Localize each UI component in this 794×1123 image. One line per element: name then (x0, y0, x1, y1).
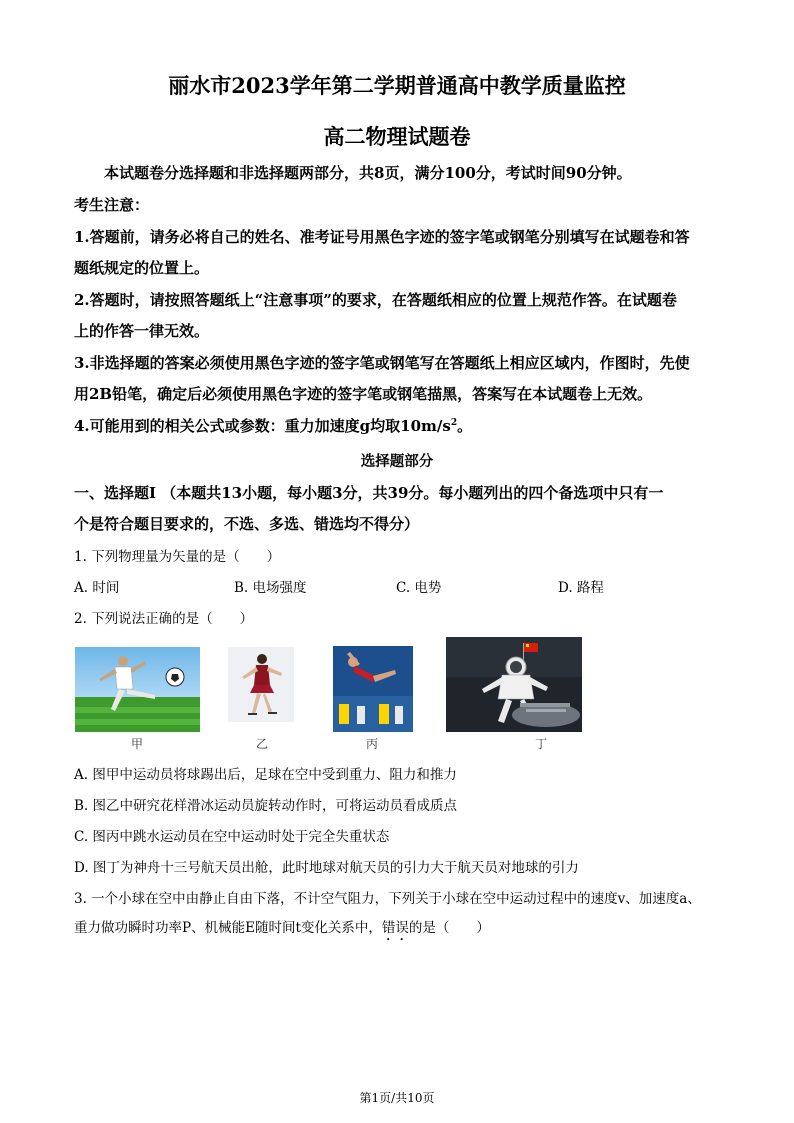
note-1-line-1: 1.答题前，请务必将自己的姓名、准考证号用黑色字迹的签字笔或钢笔分别填写在试题卷和答 (74, 228, 690, 246)
note-4-exponent: 2 (450, 418, 458, 428)
question-1-option-d: D. 路程 (558, 580, 604, 596)
exam-subtitle: 高二物理试题卷 (323, 124, 471, 149)
question-2-option-a: A. 图甲中运动员将球踢出后，足球在空中受到重力、阻力和推力 (74, 767, 457, 783)
section-title: 选择题部分 (360, 453, 434, 470)
question-3-emphasis: 错误 (381, 920, 409, 936)
question-1-option-a: A. 时间 (74, 580, 120, 596)
figure-ding-caption: 丁 (534, 737, 547, 751)
part1-heading-line-2: 个是符合题目要求的，不选、多选、错选均不得分） (74, 515, 420, 533)
question-2-option-d: D. 图丁为神舟十三号航天员出舱，此时地球对航天员的引力大于航天员对地球的引力 (74, 860, 579, 876)
question-2-stem: 2. 下列说法正确的是（ ） (74, 611, 254, 627)
question-3-line-2 (74, 916, 490, 944)
figure-ding-astronaut-photo (446, 637, 582, 732)
note-3-line-1: 3.非选择题的答案必须使用黑色字迹的签字笔或钢笔写在答题纸上相应区域内，作图时，先使 (74, 354, 690, 372)
note-4 (74, 415, 472, 436)
question-3-line-1: 3. 一个小球在空中由静止自由下落，不计空气阻力，下列关于小球在空中运动过程中的速度v、加速度a、 (74, 891, 701, 907)
figure-jia-caption: 甲 (130, 737, 143, 751)
note-2-line-1: 2.答题时，请按照答题纸上“注意事项”的要求，在答题纸相应的位置上规范作答。在试题卷 (74, 291, 677, 309)
question-3-line-2-text: 重力做功瞬时功率P、机械能E随时间t变化关系中， (74, 920, 382, 936)
note-3-line-2: 用2B铅笔，确定后必须使用黑色字迹的签字笔或钢笔描黑，答案写在本试题卷上无效。 (74, 385, 653, 403)
note-2-line-2: 上的作答一律无效。 (74, 322, 210, 340)
figure-jia-soccer-photo (75, 647, 200, 732)
figure-yi-skater-photo (228, 647, 294, 722)
figure-bing-caption: 丙 (365, 737, 378, 751)
note-1-line-2: 题纸规定的位置上。 (74, 259, 210, 277)
intro-text: 本试题卷分选择题和非选择题两部分，共8页，满分100分，考试时间90分钟。 (104, 164, 632, 182)
figure-yi-caption: 乙 (255, 737, 268, 751)
question-1-option-b: B. 电场强度 (234, 580, 307, 596)
question-1-option-c: C. 电势 (396, 580, 442, 596)
note-4-text: 4.可能用到的相关公式或参数：重力加速度g均取10m/s (74, 417, 451, 435)
part1-heading-line-1: 一、选择题Ⅰ （本题共13小题，每小题3分，共39分。每小题列出的四个备选项中只有一 (74, 484, 664, 502)
question-1-stem: 1. 下列物理量为矢量的是（ ） (74, 549, 281, 565)
question-2-option-c: C. 图丙中跳水运动员在空中运动时处于完全失重状态 (74, 829, 390, 845)
figure-bing-diver-photo (333, 646, 413, 732)
page-footer: 第1页/共10页 (359, 1091, 435, 1105)
exam-title: 丽水市2023学年第二学期普通高中教学质量监控 (168, 73, 626, 98)
question-2-option-b: B. 图乙中研究花样滑冰运动员旋转动作时，可将运动员看成质点 (74, 798, 458, 814)
question-3-line-2-end: 的是（ ） (408, 920, 490, 936)
notes-heading: 考生注意： (74, 196, 150, 214)
note-4-end: 。 (457, 417, 473, 435)
